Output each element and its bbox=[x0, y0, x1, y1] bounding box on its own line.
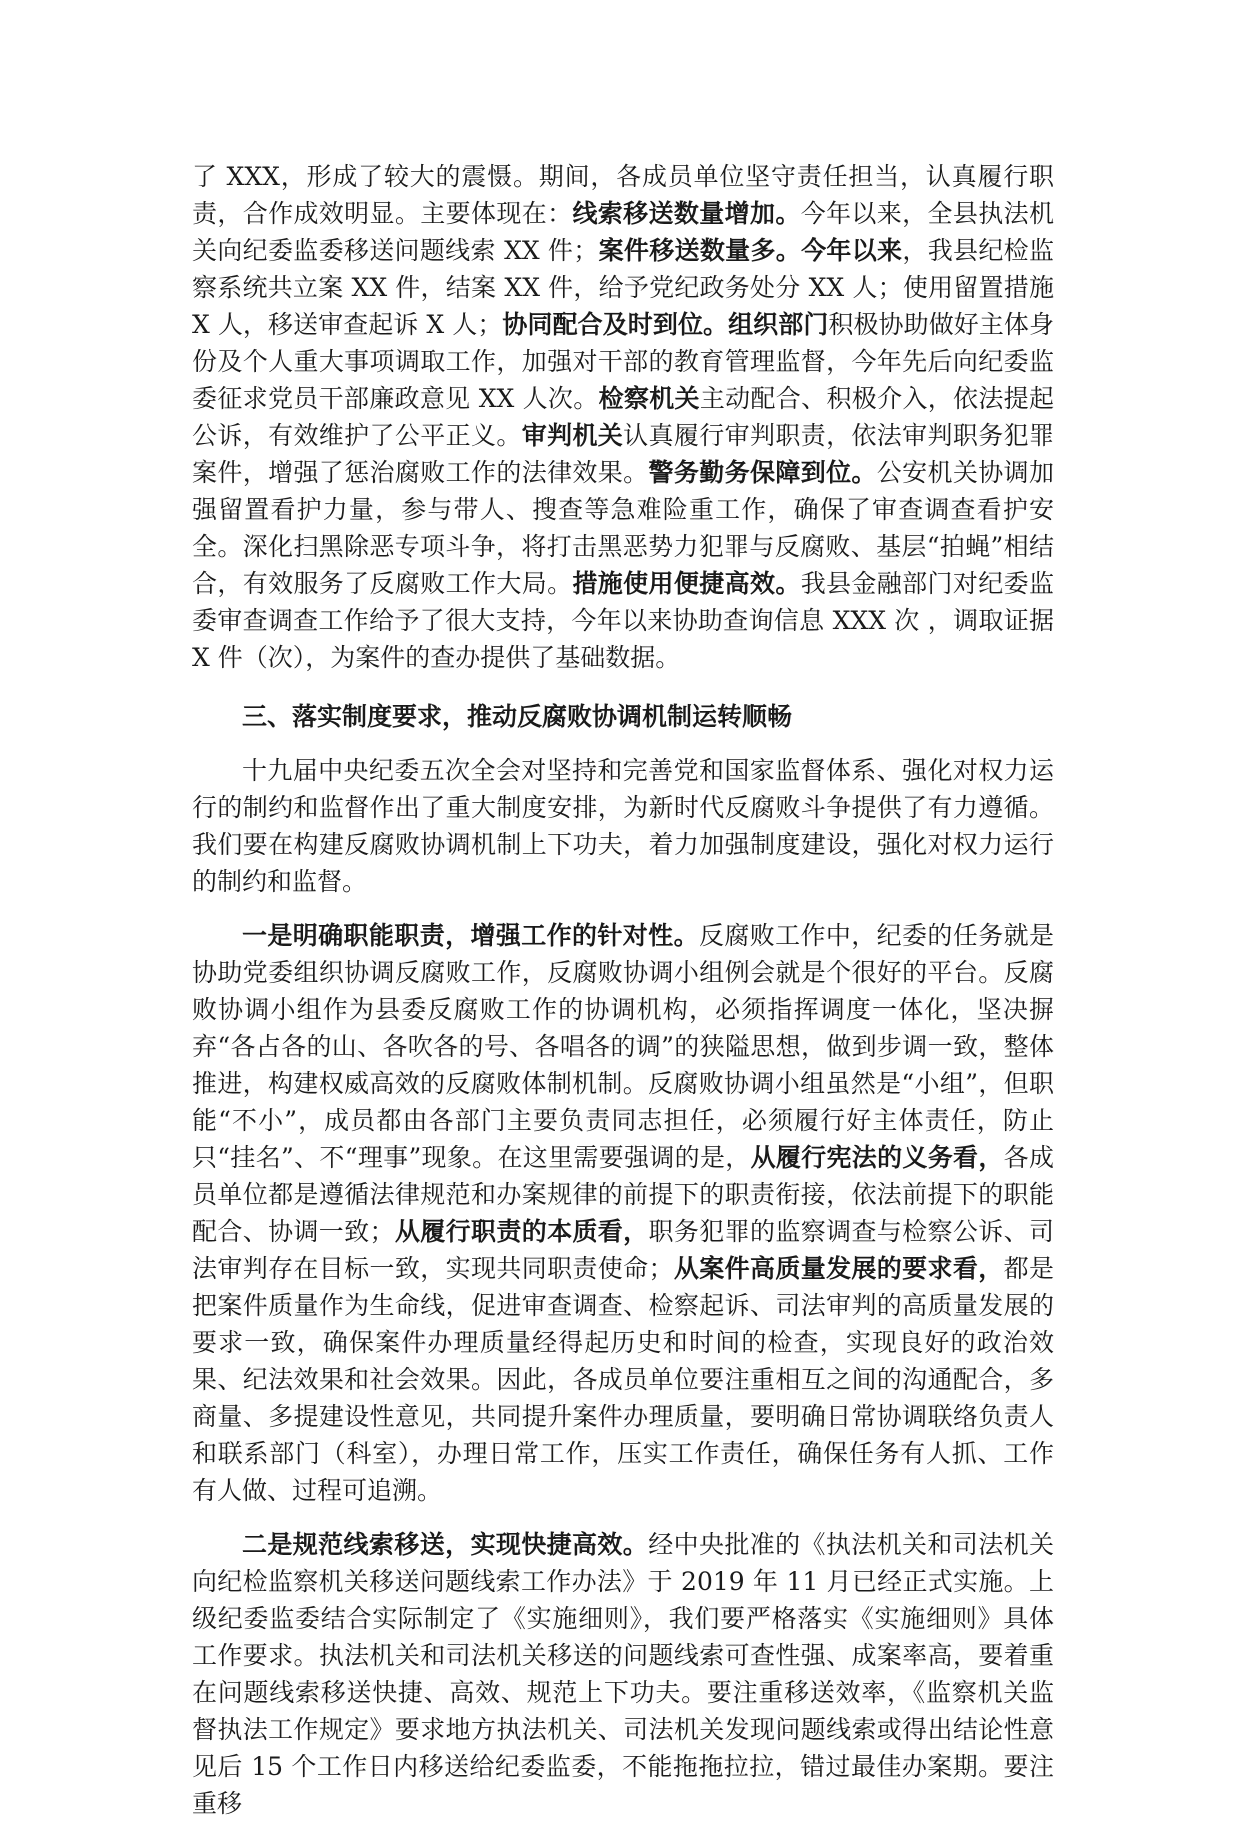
section-heading-3: 三、落实制度要求，推动反腐败协调机制运转顺畅 bbox=[242, 702, 793, 731]
text-run: 反腐败工作中，纪委的任务就是协助党委组织协调反腐败工作，反腐败协调小组例会就是个很好的平台。反腐败协调小组作为县委反腐败工作的协调机构，必须指挥调度一体化，坚决摒弃“各占各的山、各吹各的号、各唱各的调”的狭隘思想，做到步调一致，整体推进，构建权威高效的反腐败体制机制。反腐败协调小组虽然是“小组”，但职能“不小”，成员都由各部门主要负责同志担任，必须履行好主体责任，防止只“挂名”、不“理事”现象。在这里需要强调的是， bbox=[192, 921, 1054, 1172]
text-run: 了 XXX，形成了较大的震慑。期间，各成员单位坚守责任担当，认真履行职责，合作成效明显。主要体现在： bbox=[192, 162, 1054, 228]
bold-run: 审判机关 bbox=[521, 421, 624, 450]
text-run: 都是把案件质量作为生命线，促进审查调查、检察起诉、司法审判的高质量发展的要求一致，确保案件办理质量经得起历史和时间的检查，实现良好的政治效果、纪法效果和社会效果。因此，各成员单位要注重相互之间的沟通配合，多商量、多提建设性意见，共同提升案件办理质量，要明确日常协调联络负责人和联系部门（科室），办理日常工作，压实工作责任，确保任务有人抓、工作有人做、过程可追溯。 bbox=[192, 1254, 1054, 1505]
bold-run: 一是明确职能职责，增强工作的针对性。 bbox=[242, 921, 699, 950]
bold-run: 线索移送数量增加。 bbox=[572, 199, 801, 228]
text-run: 主动配合、积极介入，依法提起公诉，有效维护了公平正义。 bbox=[192, 384, 1054, 450]
bold-run: 检察机关 bbox=[598, 384, 700, 413]
text-run: 公安机关协调加强留置看护力量，参与带人、搜查等急难险重工作，确保了审查调查看护安全。深化扫黑除恶专项斗争，将打击黑恶势力犯罪与反腐败、基层“拍蝇”相结合，有效服务了反腐败工作大局。 bbox=[192, 458, 1054, 598]
bold-run: 案件移送数量多。今年以来 bbox=[598, 236, 903, 265]
bold-run: 从案件高质量发展的要求看， bbox=[673, 1254, 1004, 1283]
text-run: 认真履行审判职责，依法审判职务犯罪案件，增强了惩治腐败工作的法律效果。 bbox=[192, 421, 1054, 487]
paragraph-2 bbox=[192, 752, 1054, 900]
bold-run: 警务勤务保障到位。 bbox=[648, 458, 877, 487]
bold-run: 从履行职责的本质看， bbox=[394, 1217, 649, 1246]
bold-run: 二是规范线索移送，实现快捷高效。 bbox=[242, 1530, 649, 1559]
document-body bbox=[192, 158, 1054, 1822]
text-run: 积极协助做好主体身份及个人重大事项调取工作，加强对干部的教育管理监督，今年先后向纪委监委征求党员干部廉政意见 XX 人次。 bbox=[192, 310, 1054, 413]
bold-run: 从履行宪法的义务看， bbox=[750, 1143, 1004, 1172]
text-run: 各成员单位都是遵循法律规范和办案规律的前提下的职责衔接，依法前提下的职能配合、协调一致； bbox=[192, 1143, 1054, 1246]
text-run: 今年以来，全县执法机关向纪委监委移送问题线索 XX 件； bbox=[192, 199, 1054, 265]
bold-run: 协同配合及时到位。组织部门 bbox=[502, 310, 829, 339]
text-run: 经中央批准的《执法机关和司法机关向纪检监察机关移送问题线索工作办法》于 2019 年 11 月已经正式实施。上级纪委监委结合实际制定了《实施细则》，我们要严格落实《实施细则》具体工作要求。执法机关和司法机关移送的问题线索可查性强、成案率高，要着重在问题线索移送快捷、高效、规范上下功夫。要注重移送效率，《监察机关监督执法工作规定》要求地方执法机关、司法机关发现问题线索或得出结论性意见后 15 个工作日内移送给纪委监委，不能拖拖拉拉，错过最佳办案期。要注重移 bbox=[192, 1530, 1054, 1818]
paragraph-1 bbox=[192, 158, 1054, 676]
text-run: 我县金融部门对纪委监委审查调查工作给予了很大支持，今年以来协助查询信息 XXX 次 ，调取证据 X 件（次），为案件的查办提供了基础数据。 bbox=[192, 569, 1054, 672]
bold-run: 措施使用便捷高效。 bbox=[572, 569, 801, 598]
text-run: ，我县纪检监察系统共立案 XX 件，结案 XX 件，给予党纪政务处分 XX 人；使用留置措施 X 人，移送审查起诉 X 人； bbox=[192, 236, 1054, 339]
paragraph-4 bbox=[192, 1526, 1054, 1822]
paragraph-3 bbox=[192, 917, 1054, 1509]
text-run: 十九届中央纪委五次全会对坚持和完善党和国家监督体系、强化对权力运行的制约和监督作出了重大制度安排，为新时代反腐败斗争提供了有力遵循。我们要在构建反腐败协调机制上下功夫，着力加强制度建设，强化对权力运行的制约和监督。 bbox=[192, 756, 1054, 896]
text-run: 职务犯罪的监察调查与检察公诉、司法审判存在目标一致，实现共同职责使命； bbox=[192, 1217, 1054, 1283]
